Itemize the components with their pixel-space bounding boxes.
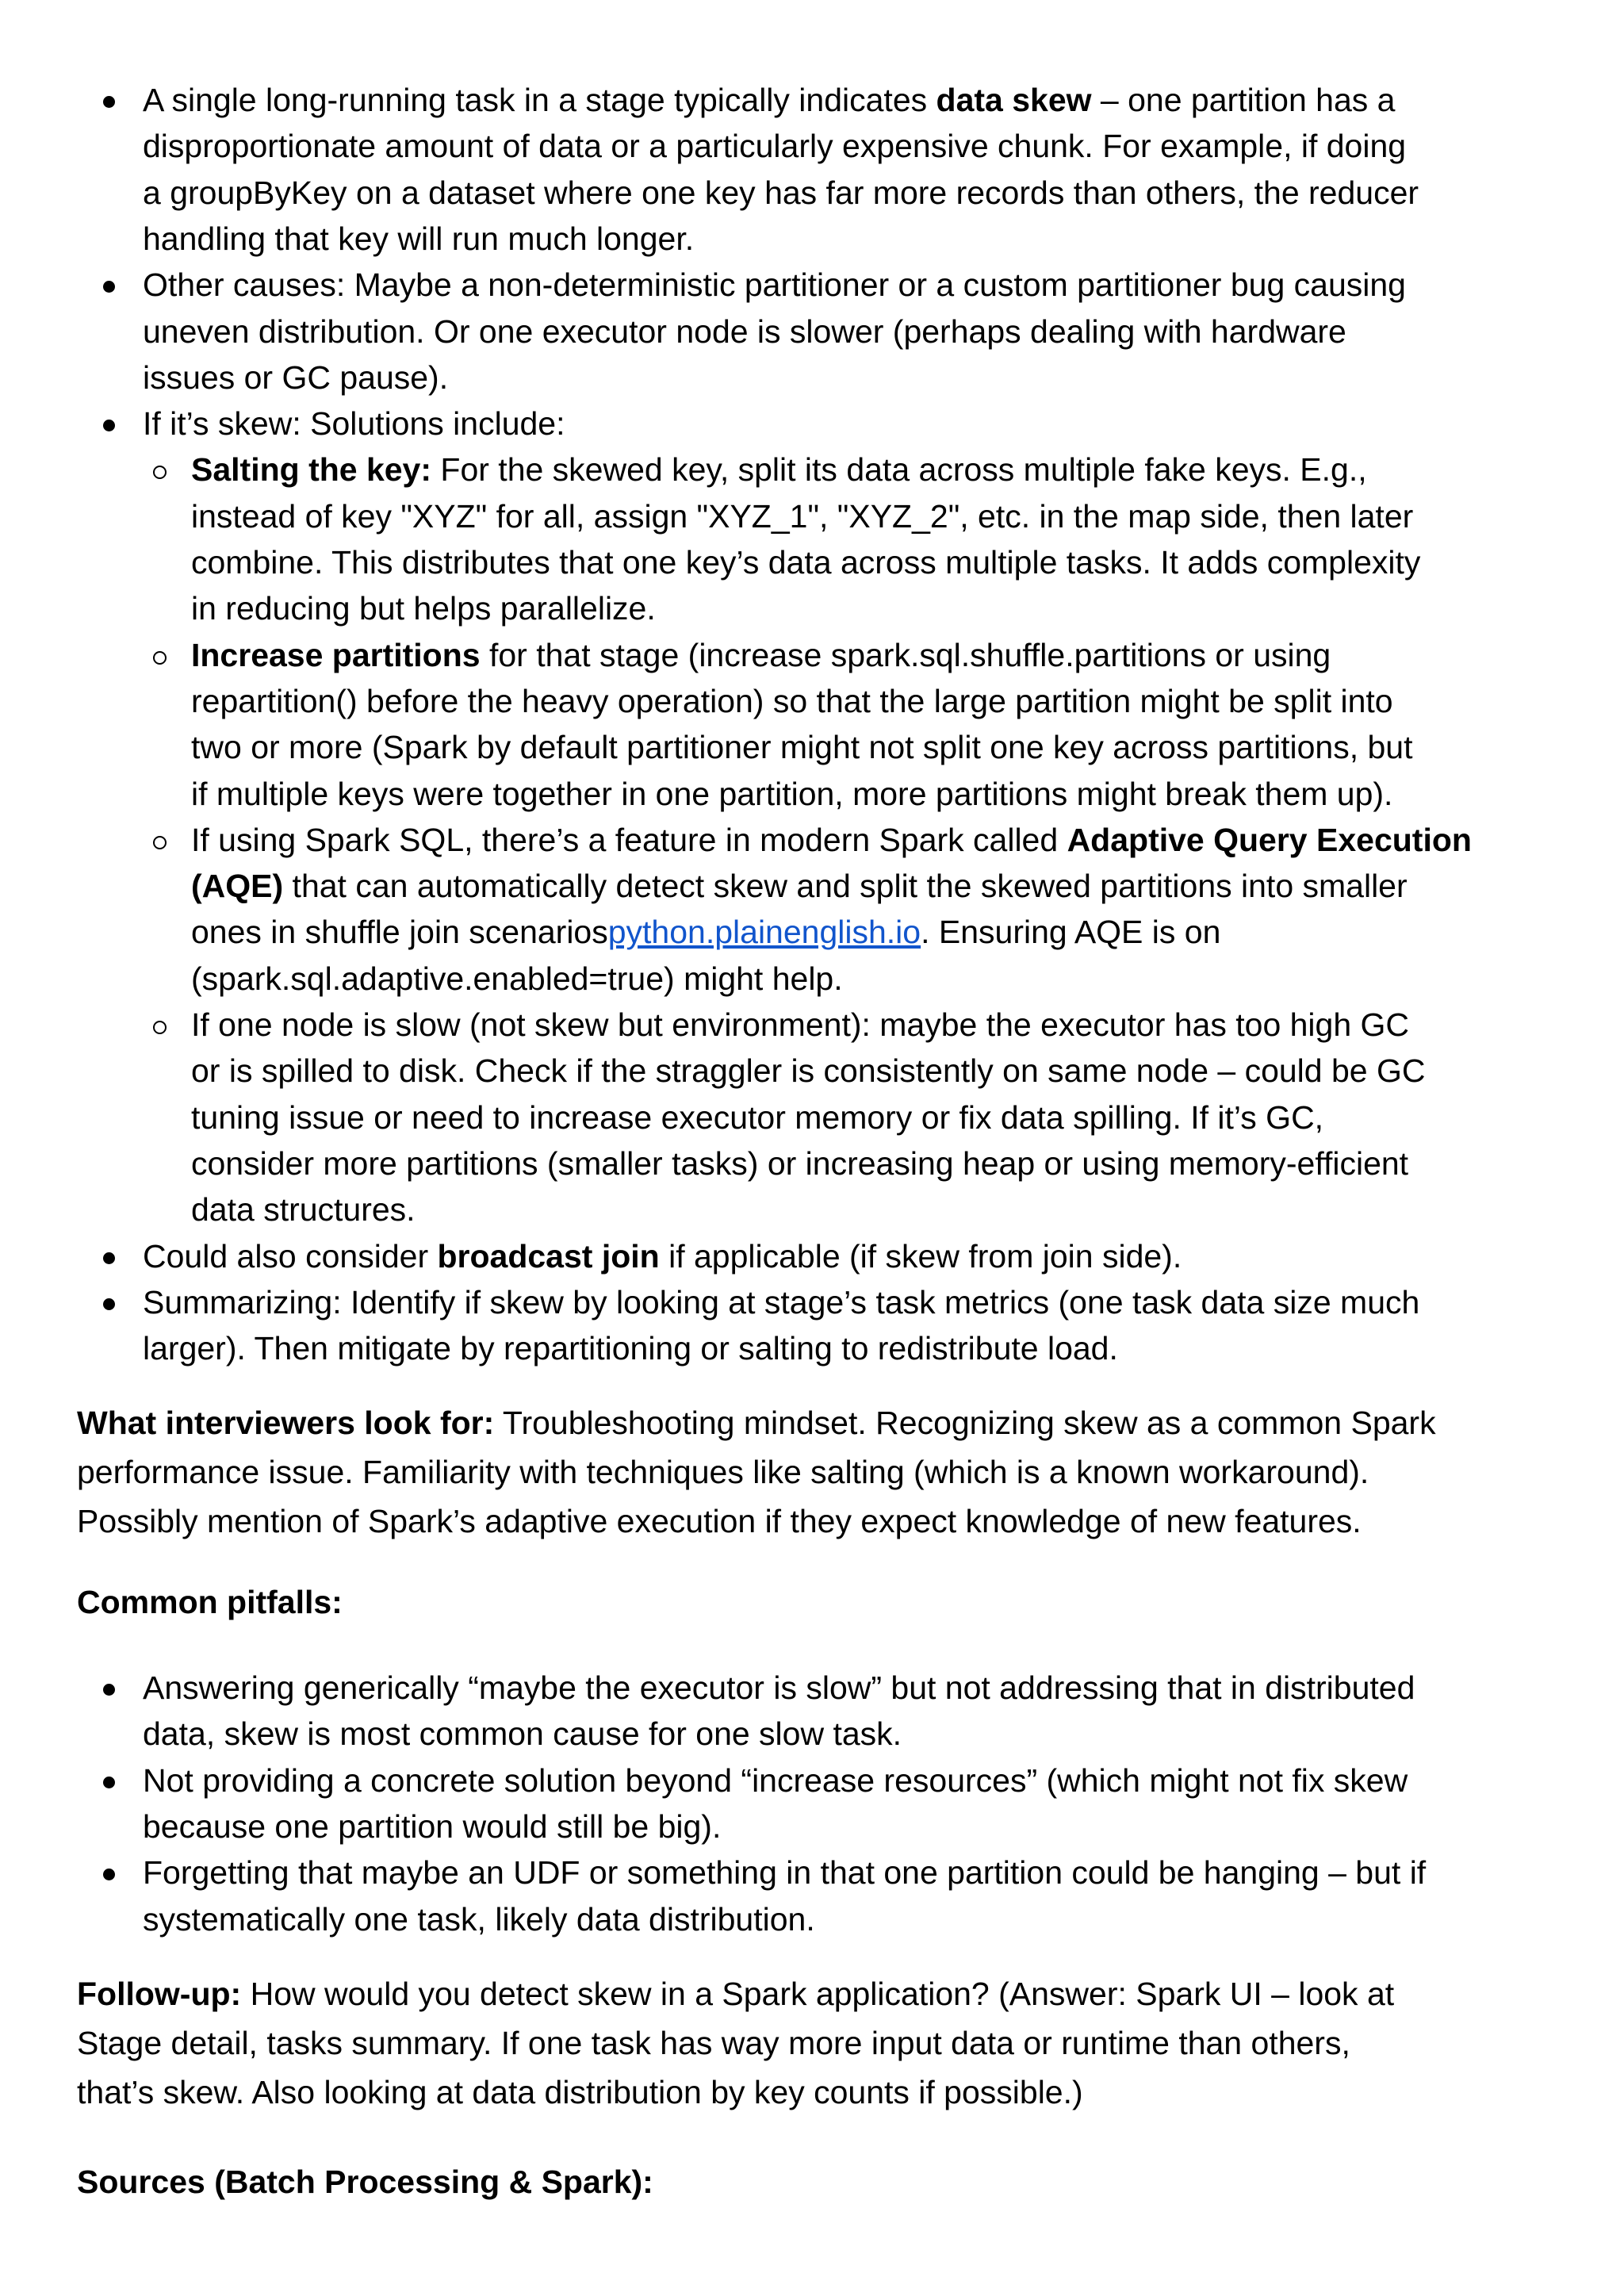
bullet-marker — [103, 1252, 115, 1264]
text-line: combine. This distributes that one key’s data across multiple tasks. It adds complexity — [191, 544, 1421, 581]
source-link[interactable]: python.plainenglish.io — [607, 914, 921, 951]
text-line: What interviewers look for: Troubleshooting mindset. Recognizing skew as a common Spark — [77, 1405, 1436, 1441]
text-line: performance issue. Familiarity with techniques like salting (which is a known workaround). — [77, 1454, 1369, 1490]
bold-text: Follow-up: — [77, 1976, 242, 2012]
bullet-marker — [103, 1684, 115, 1696]
bold-text: Increase partitions — [191, 636, 481, 673]
text-line: or is spilled to disk. Check if the straggler is consistently on same node – could be GC — [191, 1052, 1426, 1090]
text-line: Possibly mention of Spark’s adaptive execution if they expect knowledge of new features. — [77, 1503, 1362, 1539]
bullet-marker — [103, 281, 115, 293]
text-line: Stage detail, tasks summary. If one task has way more input data or runtime than others, — [77, 2025, 1350, 2061]
text-line: in reducing but helps parallelize. — [191, 590, 656, 627]
text-line: if multiple keys were together in one partition, more partitions might break them up). — [191, 775, 1393, 812]
text-line: Not providing a concrete solution beyond “increase resources” (which might not fix skew — [143, 1761, 1408, 1799]
pitfalls-heading: Common pitfalls: — [77, 1584, 343, 1620]
text-line: data, skew is most common cause for one slow task. — [143, 1715, 902, 1753]
text-line: a groupByKey on a dataset where one key has far more records than others, the reducer — [143, 174, 1419, 211]
text-line: Other causes: Maybe a non-deterministic partitioner or a custom partitioner bug causing — [143, 266, 1406, 304]
text-line: consider more partitions (smaller tasks) or increasing heap or using memory-efficient — [191, 1144, 1409, 1182]
text-line: larger). Then mitigate by repartitioning or salting to redistribute load. — [143, 1330, 1118, 1367]
text-line: Could also consider broadcast join if applicable (if skew from join side). — [143, 1237, 1182, 1274]
text-line: data structures. — [191, 1191, 416, 1228]
bullet-marker — [103, 420, 115, 431]
bold-text: What interviewers look for: — [77, 1405, 495, 1441]
text-line: If using Spark SQL, there’s a feature in modern Spark called Adaptive Query Execution — [191, 821, 1472, 858]
bullet-marker — [103, 1869, 115, 1880]
text-line: uneven distribution. Or one executor node is slower (perhaps dealing with hardware — [143, 312, 1346, 350]
text-line: A single long-running task in a stage typically indicates data skew – one partition has a — [143, 82, 1396, 118]
text-line: tuning issue or need to increase executor memory or fix data spilling. If it’s GC, — [191, 1098, 1324, 1136]
text-line: Follow-up: How would you detect skew in a Spark application? (Answer: Spark UI – look at — [77, 1976, 1395, 2012]
text-line: repartition() before the heavy operation) so that the large partition might be split into — [191, 682, 1393, 719]
bold-text: Adaptive Query Execution — [1067, 821, 1472, 858]
bold-text: data skew — [936, 82, 1092, 118]
text-line: (spark.sql.adaptive.enabled=true) might help. — [191, 960, 843, 997]
bullet-marker — [103, 96, 115, 108]
text-line: If one node is slow (not skew but environment): maybe the executor has too high GC — [191, 1006, 1410, 1043]
bullet-marker — [103, 1298, 115, 1310]
text-line: ones in shuffle join scenariospython.plainenglish.io. Ensuring AQE is on — [191, 914, 1221, 951]
text-line: Forgetting that maybe an UDF or something in that one partition could be hanging – but if — [143, 1854, 1427, 1892]
text-line: that’s skew. Also looking at data distribution by key counts if possible.) — [77, 2074, 1083, 2110]
text-line: Salting the key: For the skewed key, split its data across multiple fake keys. E.g., — [191, 451, 1367, 489]
text-line: two or more (Spark by default partitioner might not split one key across partitions, but — [191, 729, 1413, 766]
text-line: Summarizing: Identify if skew by looking at stage’s task metrics (one task data size much — [143, 1283, 1420, 1320]
hollow-bullet-marker — [153, 836, 167, 849]
hollow-bullet-marker — [153, 1021, 167, 1034]
text-line: systematically one task, likely data distribution. — [143, 1900, 815, 1938]
bold-text: (AQE) — [191, 868, 284, 905]
hollow-bullet-marker — [153, 651, 167, 665]
text-line: handling that key will run much longer. — [143, 220, 695, 257]
bullet-marker — [103, 1777, 115, 1788]
sources-heading: Sources (Batch Processing & Spark): — [77, 2164, 653, 2200]
text-line: issues or GC pause). — [143, 358, 449, 396]
text-line: instead of key "XYZ" for all, assign "XYZ_1", "XYZ_2", etc. in the map side, then later — [191, 497, 1414, 535]
text-line: If it’s skew: Solutions include: — [143, 405, 565, 443]
text-line: disproportionate amount of data or a particularly expensive chunk. For example, if doing — [143, 128, 1407, 165]
bold-text: broadcast join — [437, 1237, 660, 1274]
text-line: (AQE) that can automatically detect skew and split the skewed partitions into smaller — [191, 868, 1408, 905]
text-line: Answering generically “maybe the executor is slow” but not addressing that in distributed — [143, 1669, 1415, 1706]
bold-text: Salting the key: — [191, 451, 432, 489]
text-line: because one partition would still be big). — [143, 1807, 722, 1845]
text-line: Increase partitions for that stage (increase spark.sql.shuffle.partitions or using — [191, 636, 1331, 673]
hollow-bullet-marker — [153, 466, 167, 479]
